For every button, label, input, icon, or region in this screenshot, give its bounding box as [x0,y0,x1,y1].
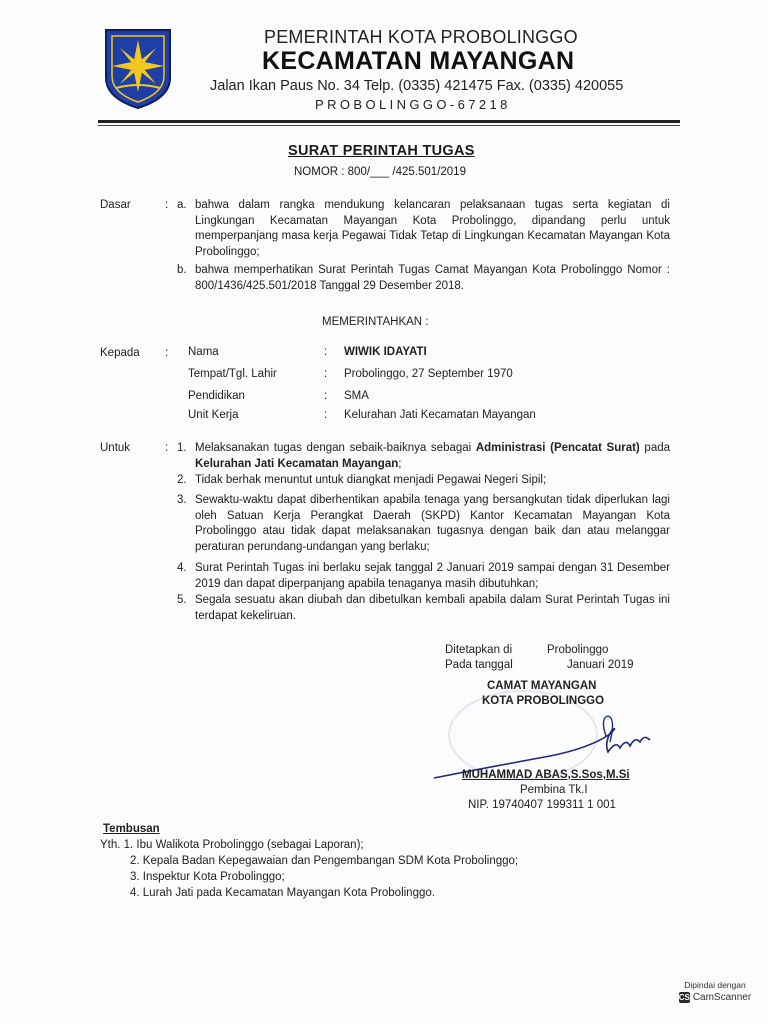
camscanner-logo-icon: CS [678,993,690,1002]
untuk-marker-1: 1. [177,442,187,454]
letterhead-divider [98,120,680,123]
kepada-label: Kepada [100,347,140,359]
kepada-key-nama: Nama [188,346,219,358]
city-emblem-icon [100,26,176,110]
dasar-item-a: bahwa dalam rangka mendukung kelancaran pelaksanaan tugas serta kegiatan di Lingkungan Kecamatan Mayangan Kota Probolinggo, dipandang perlu untuk memperpanjang masa kerja Pegawai Tidak Tetap di Lingkungan Kecamatan Mayangan Kota Probolinggo; [195,199,670,258]
tanggal-value: Januari 2019 [567,659,634,671]
kepada-colon-nama: : [324,346,328,358]
untuk-marker-4: 4. [177,562,187,574]
letterhead-office: KECAMATAN MAYANGAN [262,47,575,75]
tembusan-item-4: 4. Lurah Jati pada Kecamatan Mayangan Kota Probolinggo. [130,887,435,899]
memerintahkan-heading: MEMERINTAHKAN : [322,316,429,328]
kepada-colon: : [165,347,169,359]
kepada-value-unit: Kelurahan Jati Kecamatan Mayangan [344,409,536,421]
signatory-rank: Pembina Tk.I [520,784,588,796]
signatory-name: MUHAMMAD ABAS,S.Sos,M.Si [462,769,630,781]
tanggal-label: Pada tanggal [445,659,513,671]
untuk-marker-5: 5. [177,594,187,606]
ditetapkan-label: Ditetapkan di [445,644,513,656]
tembusan-item-1: Yth. 1. Ibu Walikota Probolinggo (sebagai Laporan); [100,839,364,851]
dasar-label: Dasar [100,199,131,211]
tembusan-item-3: 3. Inspektur Kota Probolinggo; [130,871,285,883]
watermark-caption: Dipindai dengan [684,980,746,990]
untuk-item-1: Melaksanakan tugas dengan sebaik-baiknya sebagai Administrasi (Pencatat Surat) pada Kelurahan Jati Kecamatan Mayangan; [195,442,671,470]
kepada-colon-unit: : [324,409,328,421]
untuk-item-4: Surat Perintah Tugas ini berlaku sejak tanggal 2 Januari 2019 sampai dengan 31 Desember 2019 dan dapat diperpanjang apabila tenaganya masih dibutuhkan; [195,562,670,590]
dasar-item-b: bahwa memperhatikan Surat Perintah Tugas Camat Mayangan Kota Probolinggo Nomor : 800/1436/425.501/2018 Tanggal 29 Desember 2018. [195,264,670,292]
kepada-colon-pendidikan: : [324,390,328,402]
letterhead-address: Jalan Ikan Paus No. 34 Telp. (0335) 421475 Fax. (0335) 420055 [210,78,624,94]
tembusan-heading: Tembusan [103,823,160,835]
dasar-marker-b: b. [177,264,187,276]
untuk-item-2: Tidak berhak menuntut untuk diangkat menjadi Pegawai Negeri Sipil; [195,474,547,486]
kepada-key-unit: Unit Kerja [188,409,239,421]
kepada-colon-ttl: : [324,368,328,380]
untuk-colon: : [165,442,169,454]
untuk-item-5: Segala sesuatu akan diubah dan dibetulkan kembali apabila dalam Surat Perintah Tugas ini terdapat kekeliruan. [195,594,670,622]
watermark-brand: CamScanner [692,992,752,1003]
kepada-value-nama: WIWIK IDAYATI [344,346,427,358]
jabatan-line2: KOTA PROBOLINGGO [482,695,605,707]
signatory-nip: NIP. 19740407 199311 1 001 [468,799,616,811]
untuk-label: Untuk [100,442,131,454]
document-number: NOMOR : 800/___ /425.501/2019 [294,166,466,178]
kepada-key-pendidikan: Pendidikan [188,390,245,402]
letterhead-divider-thin [98,125,680,126]
untuk-item-3: Sewaktu-waktu dapat diberhentikan apabila tenaga yang bersangkutan tidak diperlukan lagi oleh Satuan Kerja Perangkat Daerah (SKPD) Kantor Kecamatan Mayangan Kota Probolinggo atau tidak dapat melaksanakan tugasnya dengan baik dan atau melanggar peraturan perundang-undangan yang berlaku; [195,494,670,553]
letterhead-government: PEMERINTAH KOTA PROBOLINGGO [264,27,578,47]
scanner-watermark [670,980,760,1003]
kepada-value-pendidikan: SMA [344,390,369,402]
jabatan-line1: CAMAT MAYANGAN [487,680,597,692]
ditetapkan-value: Probolinggo [547,644,609,656]
untuk-marker-3: 3. [177,494,187,506]
untuk-marker-2: 2. [177,474,187,486]
kepada-value-ttl: Probolinggo, 27 September 1970 [344,368,513,380]
letterhead-city: PROBOLINGGO-67218 [315,97,511,112]
tembusan-item-2: 2. Kepala Badan Kepegawaian dan Pengembangan SDM Kota Probolinggo; [130,855,519,867]
dasar-marker-a: a. [177,199,187,211]
kepada-key-ttl: Tempat/Tgl. Lahir [188,368,277,380]
dasar-colon: : [165,199,169,211]
document-title: SURAT PERINTAH TUGAS [288,143,475,159]
